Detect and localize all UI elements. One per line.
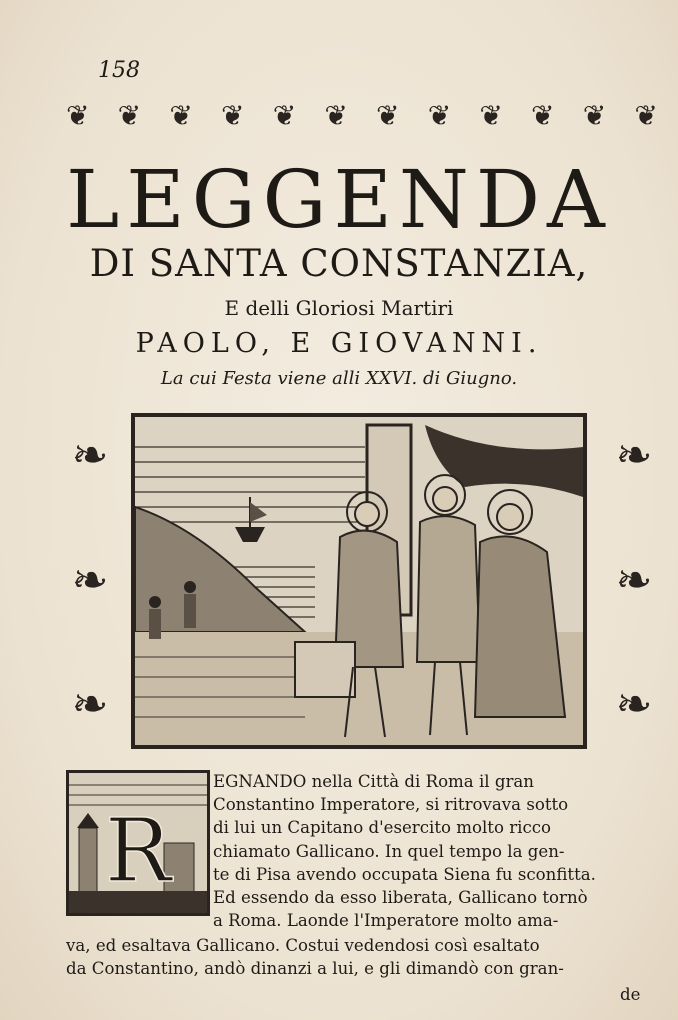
- body-text-full: [66, 934, 658, 980]
- text-line: a Roma. Laonde l'Imperatore molto ama-: [213, 911, 559, 931]
- fleuron-ornament-icon: ❦: [221, 98, 245, 132]
- text-line: Ed essendo da esso liberata, Gallicano tornò: [213, 888, 588, 908]
- fleuron-ornament-icon: ❦: [479, 98, 503, 132]
- page-number: 158: [98, 58, 140, 83]
- side-fleuron-icon: ❧: [71, 430, 109, 481]
- side-fleuron-icon: ❧: [71, 554, 109, 606]
- page-subtitle: DI SANTA CONSTANZIA,: [89, 242, 589, 285]
- text-line: Constantino Imperatore, si ritrovava sotto: [213, 795, 569, 815]
- text-line: te di Pisa avendo occupata Siena fu sconfitta.: [213, 864, 596, 884]
- fleuron-ornament-icon: ❦: [169, 98, 193, 132]
- side-fleuron-icon: ❧: [615, 554, 653, 606]
- woodcut-saints-icon: [131, 413, 587, 749]
- fleuron-ornament-icon: ❦: [634, 98, 658, 132]
- fleuron-ornament-icon: ❦: [427, 98, 452, 132]
- feast-date-line: La cui Festa viene alli XXVI. di Giugno.: [160, 368, 518, 389]
- body-text-indented: [213, 770, 657, 932]
- fleuron-ornament-icon: ❦: [66, 98, 90, 132]
- text-line: va, ed esaltava Gallicano. Costui vedendosi così esaltato: [66, 936, 540, 955]
- side-fleuron-icon: ❧: [71, 679, 109, 730]
- text-line: chiamato Gallicano. In quel tempo la gen-: [213, 841, 565, 861]
- text-line: da Constantino, andò dinanzi a lui, e gli dimandò con gran-: [66, 959, 564, 979]
- side-fleuron-icon: ❧: [615, 430, 653, 481]
- page-title: LEGGENDA: [66, 153, 612, 246]
- subtitle-line-names: PAOLO, E GIOVANNI.: [135, 328, 543, 359]
- subtitle-line-martyrs: E delli Gloriosi Martiri: [224, 296, 454, 320]
- initial-letter: R: [104, 799, 172, 902]
- left-side-ornaments: [60, 430, 120, 730]
- fleuron-ornament-icon: ❦: [272, 98, 297, 132]
- catchword: de: [620, 985, 641, 1004]
- fleuron-ornament-icon: ❦: [531, 98, 555, 132]
- fleuron-ornament-icon: ❦: [324, 98, 348, 132]
- right-side-ornaments: [604, 430, 664, 730]
- ornamental-header-band: [66, 92, 658, 138]
- fleuron-ornament-icon: ❦: [117, 98, 142, 132]
- fleuron-ornament-icon: ❦: [582, 98, 607, 132]
- decorated-initial-r: [66, 770, 210, 916]
- text-line: di lui un Capitano d'esercito molto ricco: [213, 818, 552, 838]
- text-line: EGNANDO nella Città di Roma il gran: [213, 772, 534, 791]
- fleuron-ornament-icon: ❦: [376, 98, 400, 132]
- side-fleuron-icon: ❧: [615, 679, 653, 730]
